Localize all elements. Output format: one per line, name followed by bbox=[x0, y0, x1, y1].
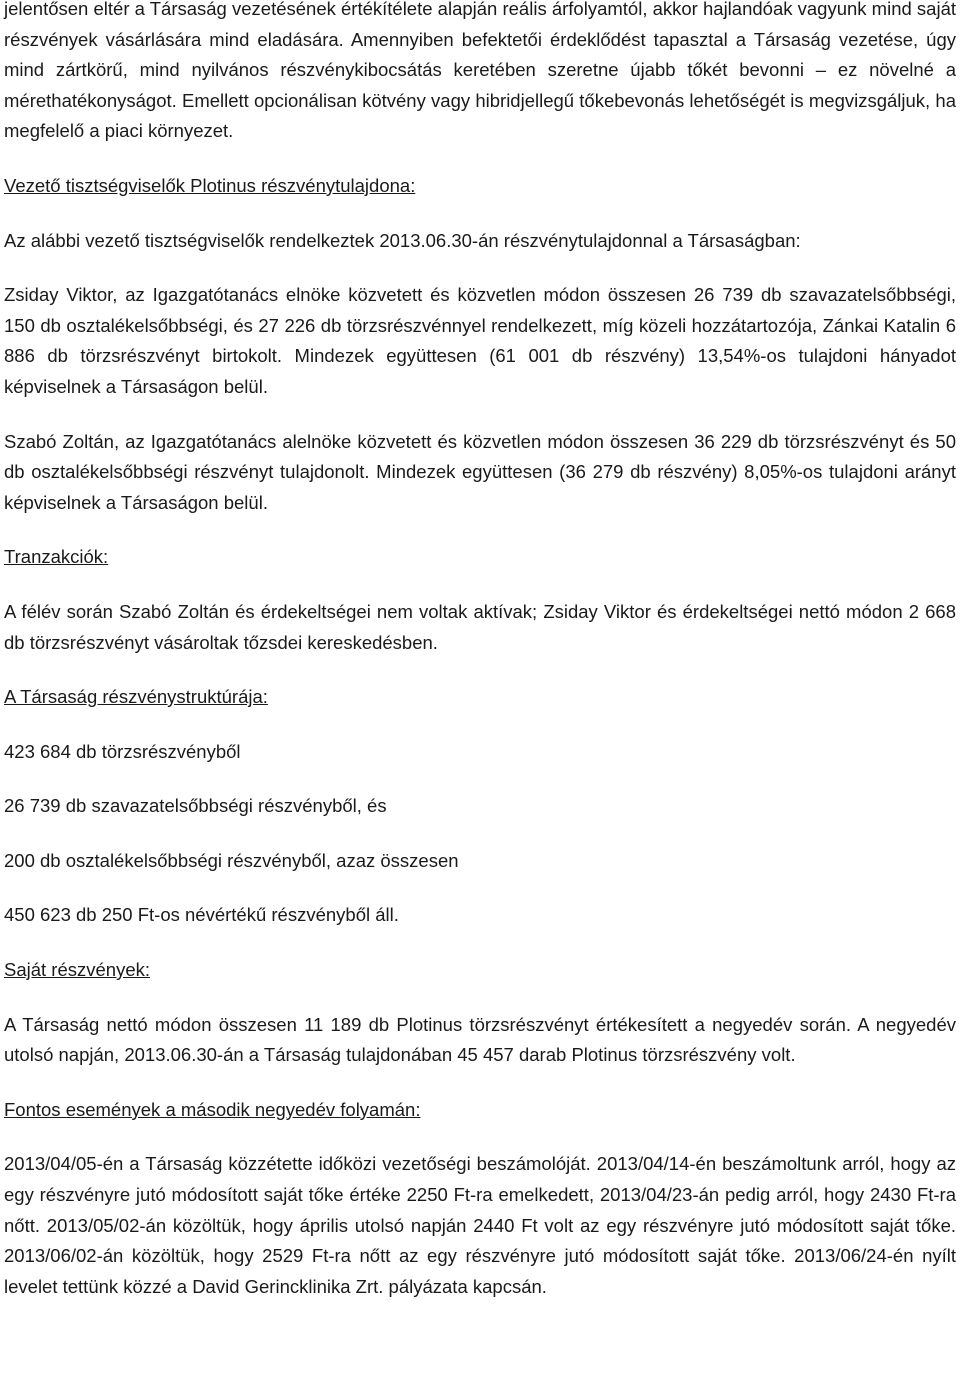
structure-heading bbox=[4, 682, 956, 713]
treasury-heading bbox=[4, 955, 956, 986]
structure-line: 26 739 db szavazatelsőbbségi részvényből, és bbox=[4, 795, 387, 817]
treasury-heading-text: Saját részvények: bbox=[4, 959, 151, 981]
executives-heading bbox=[4, 171, 956, 202]
events-heading-text: Fontos események a második negyedév folyamán: bbox=[4, 1098, 421, 1120]
structure-heading-text: A Társaság részvénystruktúrája: bbox=[4, 686, 268, 708]
treasury-paragraph: A Társaság nettó módon összesen 11 189 db Plotinus törzsrészvényt értékesített a negyedév során. A negyedév utolsó napján, 2013.06.30-án a Társaság tulajdonában 45 457 darab Plotinus törzsrészvény volt. bbox=[4, 1013, 956, 1066]
events-paragraph: 2013/04/05-én a Társaság közzétette időközi vezetőségi beszámolóját. 2013/04/14-én beszámoltunk arról, hogy az egy részvényre jutó módosított saját tőke értéke 2250 Ft-ra emelkedett, 2013/04/23-án pedig arról, hogy 2430 Ft-ra nőtt. 2013/05/02-án közöltük, hogy április utolsó napján 2440 Ft volt az egy részvényre jutó módosított saját tőke. 2013/06/02-án közöltük, hogy 2529 Ft-ra nőtt az egy részvényre jutó módosított saját tőke. 2013/06/24-én nyílt levelet tettünk közzé a David Gerincklinika Zrt. pályázata kapcsán. bbox=[4, 1153, 956, 1297]
structure-line: 200 db osztalékelsőbbségi részvényből, azaz összesen bbox=[4, 849, 459, 871]
executives-lead: Az alábbi vezető tisztségviselők rendelkeztek 2013.06.30-án részvénytulajdonnal a Társaságban: bbox=[4, 229, 801, 251]
structure-line: 450 623 db 250 Ft-os névértékű részvényből áll. bbox=[4, 904, 399, 926]
events-heading bbox=[4, 1095, 956, 1126]
transactions-paragraph: A félév során Szabó Zoltán és érdekeltségei nem voltak aktívak; Zsiday Viktor és érdekeltségei nettó módon 2 668 db törzsrészvényt vásároltak tőzsdei kereskedésben. bbox=[4, 600, 956, 653]
structure-line: 423 684 db törzsrészvényből bbox=[4, 740, 241, 762]
transactions-heading-text: Tranzakciók: bbox=[4, 546, 109, 568]
szabo-paragraph: Szabó Zoltán, az Igazgatótanács alelnöke közvetett és közvetlen módon összesen 36 229 db törzsrészvényt és 50 db osztalékelsőbbségi részvényt tulajdonolt. Mindezek együttesen (36 279 db részvény) 8,05%-os tulajdoni arányt képviselnek a Társaságon belül. bbox=[4, 430, 956, 513]
intro-paragraph: jelentősen eltér a Társaság vezetésének értékítélete alapján reális árfolyamtól, akkor hajlandóak vagyunk mind saját részvények vásárlására mind eladására. Amennyiben befektetői érdeklődést tapasztal a Társaság vezetése, úgy mind zártkörű, mind nyilvános részvénykibocsátás keretében szeretne újabb tőkét bevonni – ez növelné a mérethatékonyságot. Emellett opcionálisan kötvény vagy hibridjellegű tőkebevonás lehetőségét is megvizsgáljuk, ha megfelelő a piaci környezet. bbox=[4, 0, 956, 142]
executives-heading-text: Vezető tisztségviselők Plotinus részvénytulajdona: bbox=[4, 174, 416, 196]
document-page bbox=[4, 0, 956, 1302]
zsiday-paragraph: Zsiday Viktor, az Igazgatótanács elnöke közvetett és közvetlen módon összesen 26 739 db szavazatelsőbbségi, 150 db osztalékelsőbbségi, és 27 226 db törzsrészvénnyel rendelkezett, míg közeli hozzátartozója, Zánkai Katalin 6 886 db törzsrészvényt birtokolt. Mindezek együttesen (61 001 db részvény) 13,54%-os tulajdoni hányadot képviselnek a Társaságon belül. bbox=[4, 284, 956, 397]
transactions-heading bbox=[4, 542, 956, 573]
